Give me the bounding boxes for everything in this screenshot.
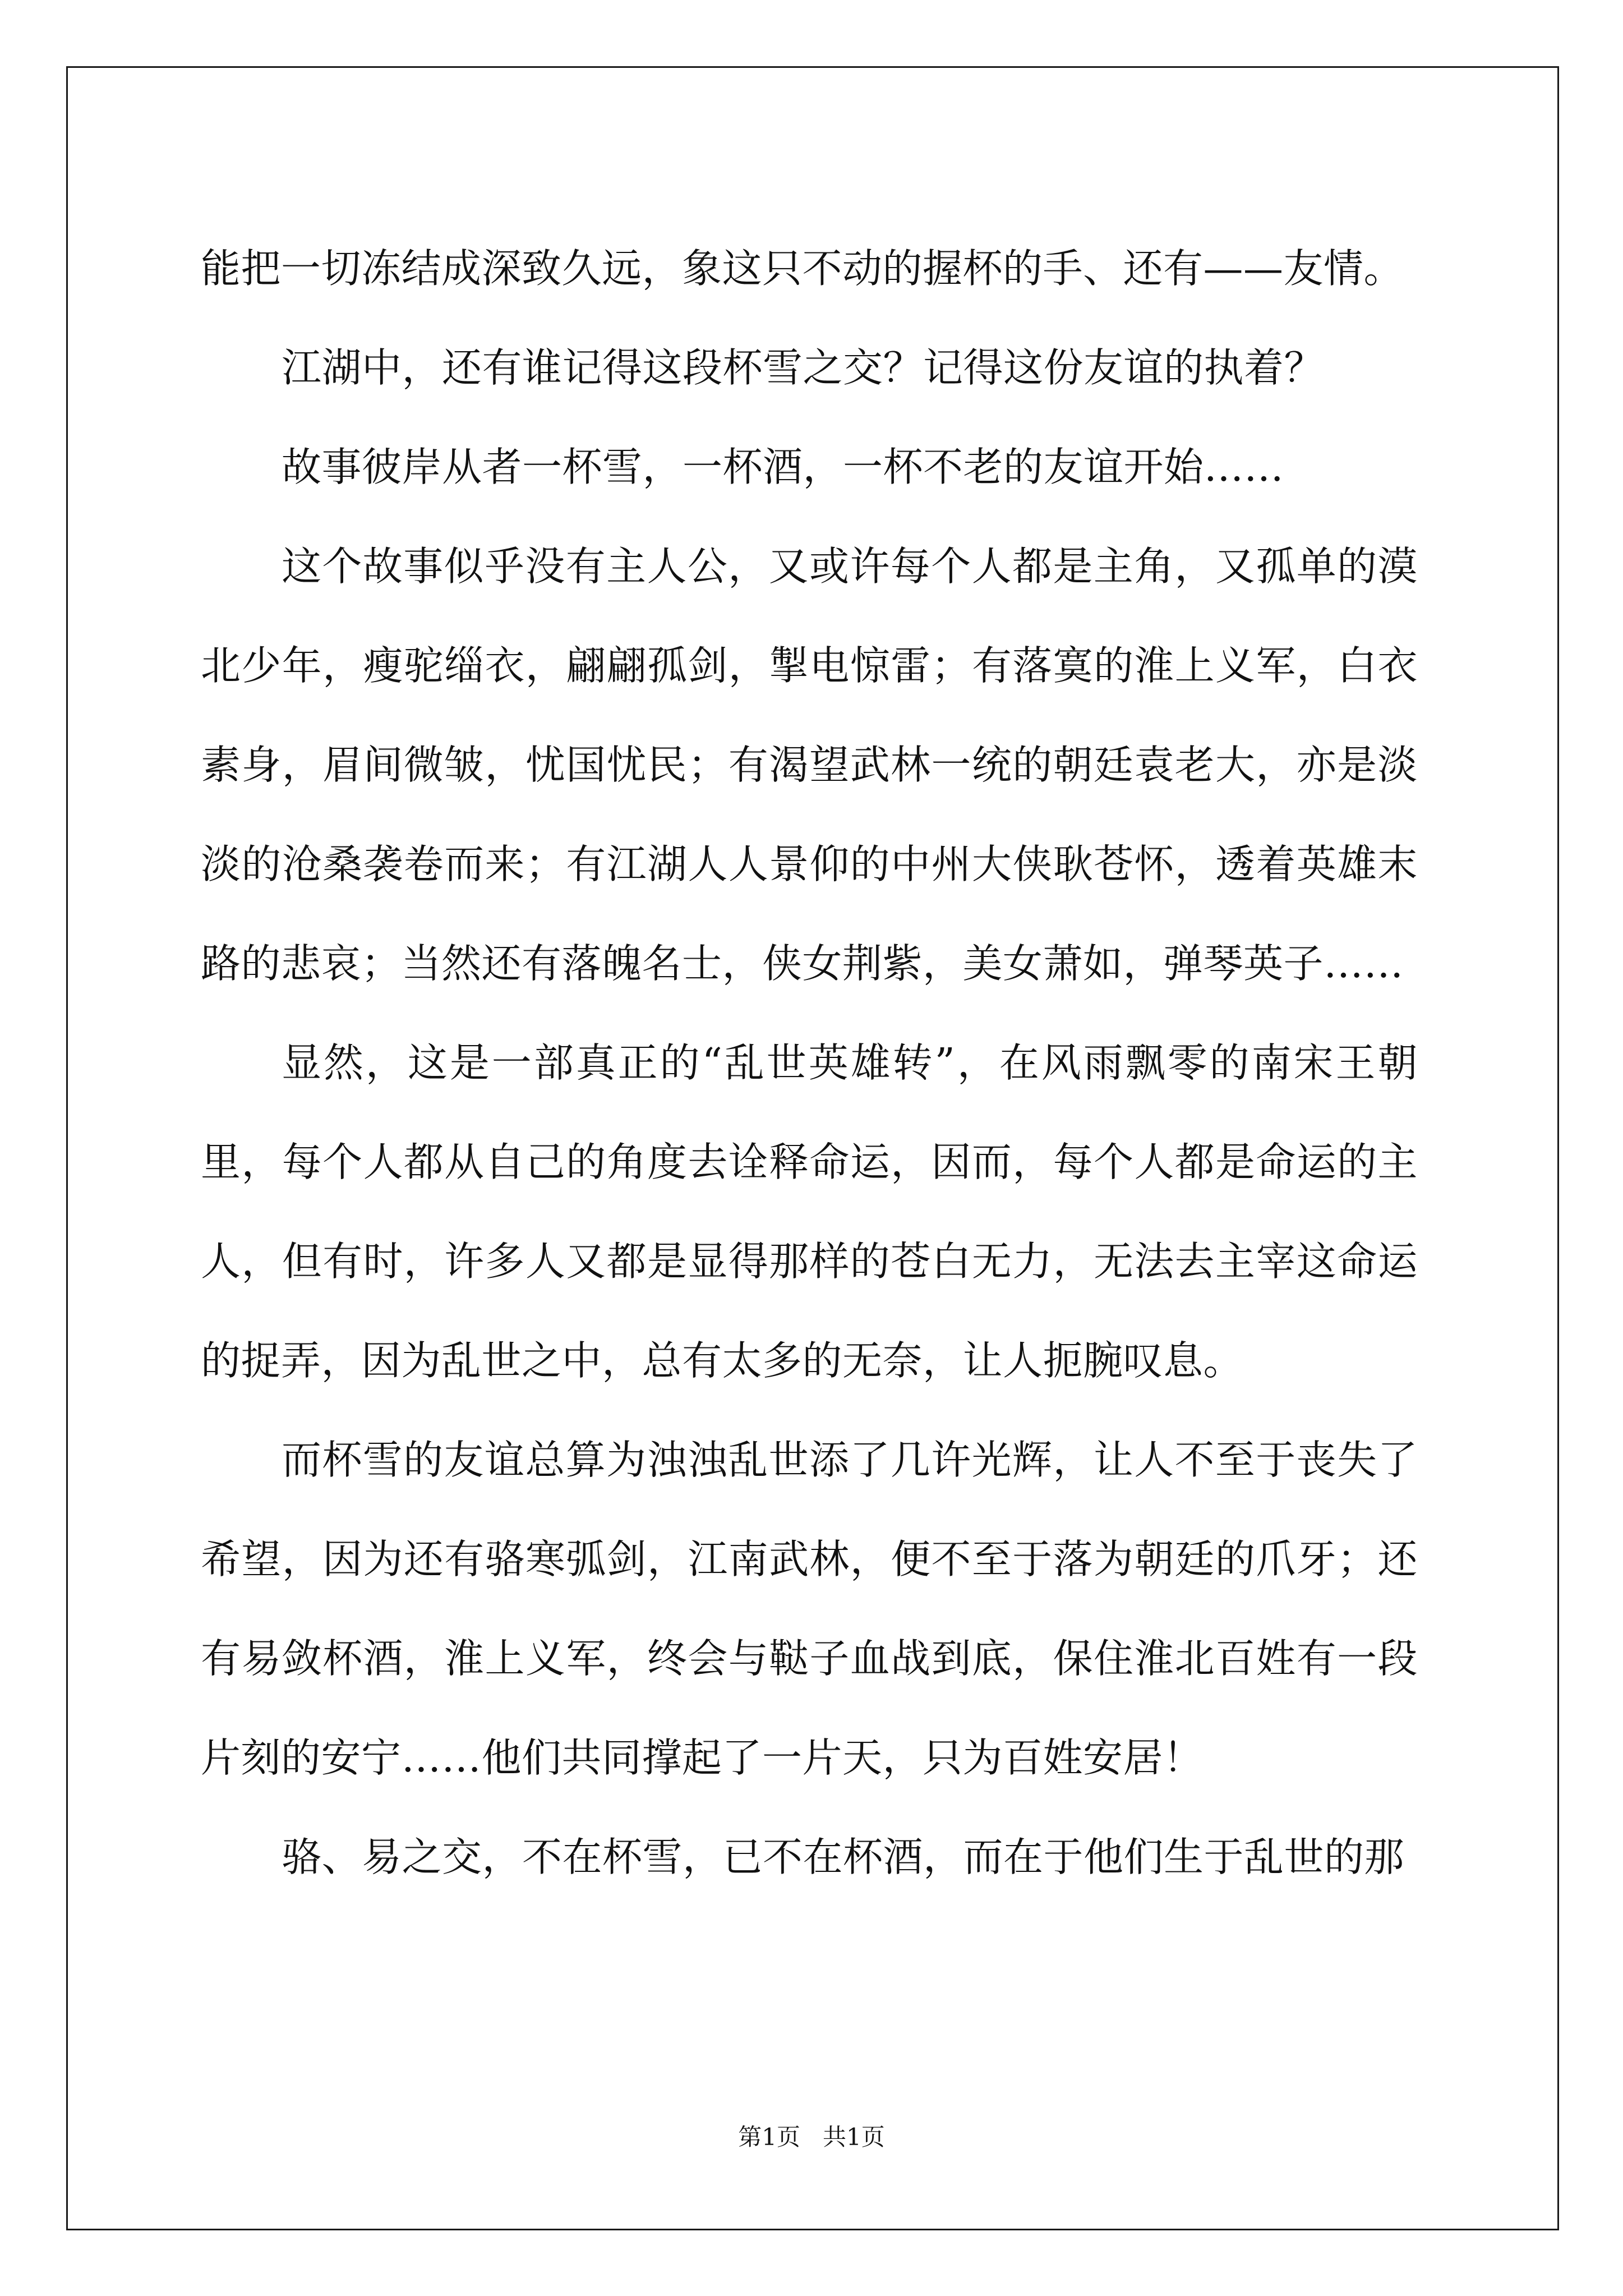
document-body xyxy=(201,219,1418,1907)
paragraph-7: 骆、易之交，不在杯雪，已不在杯酒，而在于他们生于乱世的那 xyxy=(282,1834,1405,1880)
page-number-footer: 第1页 共1页 xyxy=(738,2123,885,2151)
paragraph-5: 显然，这是一部真正的“乱世英雄转”，在风雨飘零的南宋王朝里，每个人都从自己的角度去诠释命运，因而，每个人都是命运的主人，但有时，许多人又都是显得那样的苍白无力，无法去主宰这命运的捉弄，因为乱世之中，总有太多的无奈，让人扼腕叹息。 xyxy=(201,1039,1418,1384)
paragraph-4: 这个故事似乎没有主人公，又或许每个人都是主角，又孤单的漠北少年，瘦驼缁衣，翩翩孤剑，掣电惊雷；有落寞的淮上义军，白衣素身，眉间微皱，忧国忧民；有渴望武林一统的朝廷袁老大，亦是淡淡的沧桑袭卷而来；有江湖人人景仰的中州大侠耿苍怀，透着英雄末路的悲哀；当然还有落魄名士，侠女荆紫，美女萧如，弹琴英子…… xyxy=(201,543,1418,987)
paragraph-2: 江湖中，还有谁记得这段杯雪之交？记得这份友谊的执着？ xyxy=(282,344,1325,391)
paragraph-1: 能把一切冻结成深致久远，象这只不动的握杯的手、还有——友情。 xyxy=(201,245,1404,292)
paragraph-3: 故事彼岸从者一杯雪，一杯酒，一杯不老的友谊开始…… xyxy=(282,444,1284,490)
paragraph-6: 而杯雪的友谊总算为浊浊乱世添了几许光辉，让人不至于丧失了希望，因为还有骆寒弧剑，江南武林，便不至于落为朝廷的爪牙；还有易敛杯酒，淮上义军，终会与鞑子血战到底，保住淮北百姓有一段片刻的安宁……他们共同撑起了一片天，只为百姓安居！ xyxy=(201,1437,1418,1781)
